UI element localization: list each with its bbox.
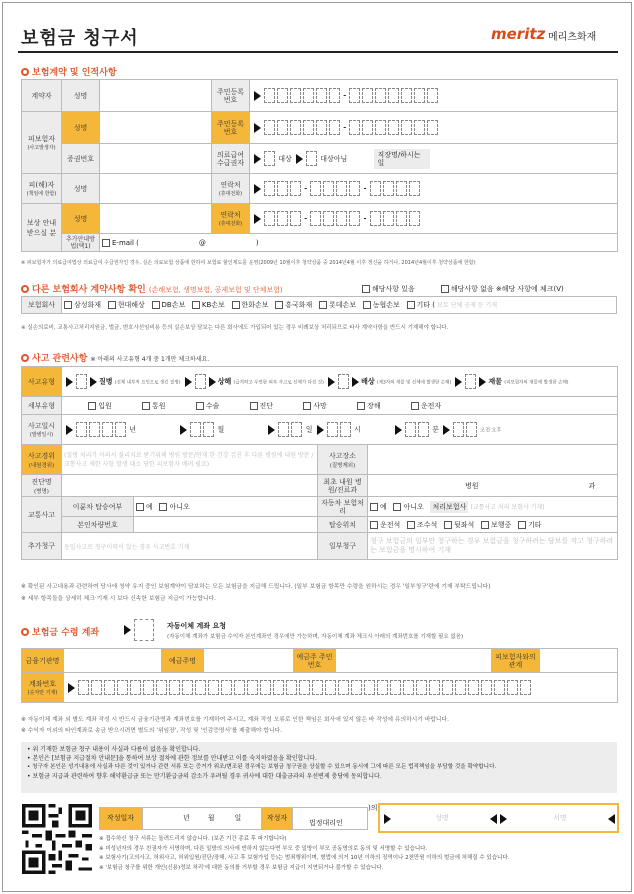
boarding-no[interactable]	[159, 503, 167, 511]
boarding-yes-label: 예	[146, 502, 153, 511]
label-desc	[22, 445, 62, 475]
label-traffic: 교통사고	[22, 497, 62, 533]
guardian-phone-field[interactable]: - -	[250, 174, 618, 204]
seat-1-label: 조수석	[416, 520, 438, 529]
email-at: @	[198, 238, 206, 247]
req-placeholder: 동일사고로 청구이력이 있는 경우 사고번호 기재	[64, 543, 190, 551]
detail-6-label: 운전자	[420, 401, 442, 410]
veh-yes-label: 예	[380, 502, 387, 511]
label-req: 추가청구	[22, 533, 62, 560]
arrow-icon	[352, 377, 359, 387]
name-placeholder: 성명	[435, 814, 449, 822]
desc-field[interactable]	[62, 445, 318, 475]
company-list	[62, 297, 617, 314]
detail-5[interactable]	[357, 402, 381, 410]
footer-line-1: ※ 미성년자의 경우 친권자가 서명하며, 다른 일방의 의사에 반하지 않는다면 부모 중 일방이 부모 공동명의로 동의 및 서명할 수 있습니다.	[99, 845, 428, 852]
notice-line-2: • 청구자 본인은 성기내용에 사실과 다른 것이 있거나 관련 서류 또는 증거가 위조/변조된 경우에는 보험금 청구권을 상실할 수 있으며 동시에 그에 따른 모든 법적책임을 부담할 것을 확약합니다.	[27, 764, 497, 770]
hour-label: 시	[353, 425, 361, 434]
auto-transfer[interactable]	[122, 619, 155, 641]
company-6[interactable]	[319, 301, 356, 309]
acct-field[interactable]	[64, 673, 618, 703]
label-name: 성명	[62, 80, 100, 112]
arrow-icon	[90, 377, 97, 387]
no-label: 해당사항 없음	[450, 285, 494, 293]
detail-field	[62, 397, 618, 415]
company-6-label: 롯데손보	[329, 301, 357, 309]
holder-rrn-field[interactable]	[336, 649, 492, 673]
label-guardian-text: 피(해)자	[28, 181, 55, 189]
label-seat: 탑승위치	[318, 517, 368, 533]
writer-field[interactable]	[292, 807, 368, 830]
label-place-sub: (질병제외)	[329, 462, 356, 469]
month-label: 월	[217, 425, 225, 434]
veh-no-label: 아니오	[403, 502, 424, 511]
circle-icon	[21, 354, 29, 362]
label-company: 보험회사	[22, 297, 62, 314]
target-box[interactable]	[264, 151, 275, 166]
section3-table	[21, 366, 618, 560]
section2-title	[21, 282, 283, 295]
label-rrn: 주민등록번호	[212, 80, 250, 112]
label-policyholder: 계약자	[22, 80, 62, 112]
seat-0[interactable]	[370, 521, 400, 529]
arrow-icon	[254, 184, 261, 194]
guardian-name-field[interactable]	[100, 174, 212, 204]
type-field[interactable]	[62, 367, 618, 397]
label-place	[318, 445, 368, 475]
label-notify-text: 보상 안내	[26, 218, 57, 227]
label-acct-text: 계좌번호	[28, 680, 57, 688]
nontarget-label: 대상아님	[320, 154, 348, 163]
section2-table	[21, 296, 617, 314]
section4-note2: ※ 수익자 이외의 타인계좌로 송금 받으시려면 별도의 '위임장', 작성 및 '인감증명서'를 제출해야 합니다.	[21, 728, 283, 734]
bank-field[interactable]	[64, 649, 162, 673]
seat-3[interactable]	[481, 521, 511, 529]
label-type: 사고유형	[22, 367, 62, 397]
legal-rep-label: 법정대리인	[309, 819, 343, 827]
detail-2[interactable]	[196, 402, 220, 410]
footer-line-3: ※ '보험금 청구를 위한 개인(신용)정보 처리'에 대한 동의를 거부할 경우 보험금 지급이 지연되거나 불가할 수 있습니다.	[99, 864, 384, 871]
label-contact-sub: (휴대전화)	[218, 191, 243, 197]
nontarget-box[interactable]	[306, 151, 317, 166]
section4-title-text: 보험금 수령 계좌	[32, 628, 100, 638]
label-notify-contact	[212, 204, 250, 234]
section1-title	[21, 65, 117, 78]
company-5[interactable]	[275, 301, 312, 309]
loss-box[interactable]	[465, 374, 476, 389]
place-field[interactable]	[368, 445, 618, 475]
confirmation-notice	[21, 742, 617, 793]
detail-1[interactable]	[142, 402, 166, 410]
section2-sub: (손해보험, 생명보험, 공제보험 및 단체보험)	[148, 286, 283, 294]
label-ins: 처리보험사	[432, 502, 467, 511]
seat-2-label: 뒷좌석	[453, 520, 475, 529]
label-acct-sub: (숫자만 기재)	[27, 690, 58, 696]
label-holder: 예금주명	[162, 649, 204, 673]
company-3[interactable]	[192, 301, 225, 309]
label-method: 추가안내방법(택1)	[62, 234, 100, 252]
email-label: E-mail (	[112, 238, 139, 247]
rel-field[interactable]	[540, 649, 618, 673]
detail-3[interactable]	[250, 402, 274, 410]
label-bank: 금융기관명	[22, 649, 64, 673]
label-place-text: 사고장소	[328, 451, 357, 460]
req-field[interactable]	[62, 533, 318, 560]
company-5-label: 흥국화재	[285, 301, 313, 309]
section4-table	[21, 648, 618, 703]
auto-transfer-label: 자동이체 계좌 요청	[167, 622, 226, 630]
veh-no[interactable]	[393, 503, 401, 511]
arrow-icon	[68, 683, 75, 693]
arrow-icon	[254, 214, 261, 224]
label-insured-text: 피보험자	[27, 135, 56, 143]
section1-table	[21, 79, 618, 252]
select-note: ※해당 사항에 체크(V)	[495, 285, 564, 293]
med-field[interactable]	[250, 144, 618, 174]
section3-sub-note: ※ 아래의 사고유형 4개 중 1개만 체크하세요.	[90, 356, 210, 363]
date-written-field[interactable]	[142, 807, 262, 830]
email-field[interactable]	[100, 234, 618, 252]
arrow-icon	[296, 154, 303, 164]
ins-placeholder: (교통사고 처리 보험사 기재)	[470, 503, 545, 511]
sign-day: 일	[234, 814, 242, 822]
label-date-sub: (발병일시)	[29, 432, 54, 438]
company-4-label: 한화손보	[241, 301, 269, 309]
circle-icon	[21, 68, 29, 76]
brand-subname: 메리츠화재	[548, 32, 597, 43]
label-med: 의료급여수급권자	[212, 144, 250, 174]
arrow-icon	[185, 377, 192, 387]
plate-field[interactable]	[134, 517, 318, 533]
notify-phone-field[interactable]: - -	[250, 204, 618, 234]
circle-icon	[21, 628, 29, 636]
label-partial: 일부청구	[318, 533, 368, 560]
label-desc-sub: (내원경위)	[28, 462, 55, 469]
brand-logo: meritz	[491, 25, 546, 43]
notice-line-3: • 보험금 지급과 관련하여 향후 해약환급금 또는 만기환급금의 감소가 우려될 경우 귀사에 대한 대출금과의 우선변제 충당에 동의합니다.	[27, 773, 382, 780]
label-date-written: 작성일자	[99, 807, 142, 830]
notify-name-field[interactable]	[100, 204, 212, 234]
email-checkbox[interactable]	[102, 239, 110, 247]
footer-line-2: ※ 보험사기(고의사고, 허위사고, 허위입원/진단/장해, 사고 후 보험가입 등)는 범죄행위이며, 형법에 의거 10년 이하의 징역이나 2천만원 이하의 벌금에 처해질 수 있습니다.	[99, 855, 510, 861]
label-job: 직장명/하시는 일	[374, 149, 430, 169]
email-close: )	[255, 238, 259, 247]
detail-5-label: 장해	[367, 401, 381, 410]
label-writer: 작성자	[262, 807, 292, 830]
section3-title-text: 사고 관련사항	[32, 354, 88, 364]
boarding-field	[134, 497, 318, 517]
section3-title	[21, 351, 209, 364]
property-note: (제3자의 재물 및 신체에 발생한 손해)	[376, 380, 452, 386]
label-guardian-sub: (책임에 한함)	[26, 191, 57, 197]
detail-1-label: 통원	[152, 401, 166, 410]
label-diag-text: 진단명	[31, 477, 52, 486]
label-notify-contact-text: 연락처	[220, 211, 241, 219]
loss-label: 재물	[488, 377, 503, 386]
day-label: 일	[305, 425, 313, 434]
desc-placeholder: (질병 처리가 아파서 불리치료 받기위해 병원 방문/현재 한 건강 검진 후 다른 병원에 내원 방문 / 교통사고 제한 사항 발생 대소 당한 피보험자 배려 필요)	[64, 451, 314, 468]
label-insured-name: 성명	[62, 112, 100, 144]
diag-field[interactable]	[62, 475, 318, 497]
label-notify	[22, 204, 62, 252]
company-0[interactable]	[64, 301, 101, 309]
label-notify-sub: 받으실 분	[26, 228, 57, 237]
partial-placeholder: 청구 보험금의 일부만 청구하는 경우 보험금을 청구하려는 담보를 적고 청구하려는 보험금을 명시하여 기재	[370, 537, 614, 554]
label-date-text: 사고일시	[27, 422, 56, 430]
label-hosp: 최초 내원 병원/진료과	[318, 475, 368, 497]
property-label: 배상	[361, 377, 375, 386]
footer-line-0: ※ 접수하신 청구 서류는 돌려드리지 않습니다. (보존 기간 종료 후 파기합니다)	[99, 836, 287, 842]
footer-notes	[99, 835, 509, 873]
label-rel: 피보험자와의 관계	[492, 649, 540, 673]
detail-4[interactable]	[303, 402, 327, 410]
veh-yes[interactable]	[370, 503, 378, 511]
company-4[interactable]	[232, 301, 269, 309]
property-box[interactable]	[338, 374, 349, 389]
circle-icon	[21, 285, 29, 293]
section4-note1: ※ 자동이체 계좌 외 별도 계좌 작성 시 반드시 금융기관명과 계좌번호를 기재하여 주시고, 계좌 작성 오류로 인한 책임은 회사에 있지 않은 바 작성에 유의하시기 바랍니다.	[21, 717, 449, 723]
qr-code-icon	[22, 804, 92, 874]
detail-3-label: 진단	[259, 401, 274, 410]
insured-name-field[interactable]	[100, 112, 212, 144]
arrow-icon	[209, 377, 216, 387]
sign-year: 년	[183, 814, 190, 822]
sign-month: 월	[207, 814, 215, 822]
section1-title-text: 보험계약 및 인적사항	[32, 68, 117, 78]
holder-field[interactable]	[204, 649, 294, 673]
sign-paren: )의	[368, 804, 378, 812]
auto-transfer-box[interactable]	[134, 619, 154, 641]
company-3-label: KB손보	[201, 301, 225, 309]
notice-line-0: • 위 기재한 보험금 청구 내용이 사실과 다름이 없음을 확인합니다.	[27, 746, 201, 753]
company-0-label: 삼성화재	[74, 301, 102, 309]
section3-note1: ※ 확인된 사고내용과 관련하여 당사에 청약 유지 중인 보험계약이 담보하는 모든 보험금을 지급해 드립니다. (일부 보험금 항목만 수령을 원하시는 경우 '일부청구'란에 기재 부탁드립니다)	[21, 584, 491, 590]
company-1-label: 현대해상	[117, 301, 145, 309]
boarding-yes[interactable]	[136, 503, 144, 511]
yes-checkbox[interactable]	[362, 285, 370, 293]
seat-1[interactable]	[407, 521, 437, 529]
arrow-icon	[328, 377, 335, 387]
label-insured-sub: (사고발생자)	[27, 145, 56, 151]
arrow-icon	[455, 377, 462, 387]
section4-title	[21, 625, 99, 638]
detail-6[interactable]	[411, 402, 441, 410]
arrow-icon	[124, 625, 131, 635]
label-guardian-name: 성명	[62, 174, 100, 204]
label-boarding: 이륜차 탑승여부	[62, 497, 134, 517]
company-2[interactable]	[152, 301, 186, 309]
policyholder-rrn-field[interactable]: -	[250, 80, 618, 112]
arrow-icon	[384, 814, 391, 824]
label-contact	[212, 174, 250, 204]
detail-0[interactable]	[88, 402, 112, 410]
seat-0-label: 운전석	[380, 520, 401, 529]
loss-note: (피보험자의 재물에 발생한 손해)	[504, 380, 569, 386]
label-notify-contact-sub: (휴대전화)	[218, 221, 243, 227]
detail-2-label: 수술	[205, 401, 220, 410]
doc-title: 보험금 청구서	[21, 28, 139, 49]
section1-note: ※ 피보험자가 의료급여법상 의료급여 수급권자인 경우, 실손 의료보험 상품에 한하여 보험료 할인제도를 운영(2009년 10월이후 청약상품 중 2014년4월 이후 갱신을 하거나, 2014년4월이후 청약상품에 한함)	[21, 260, 476, 266]
seat-3-label: 보행중	[490, 520, 512, 529]
auto-transfer-note: (자동이체 계좌가 보험금 수익자 본인계좌인 경우에만 가능하며, 자동이체 계좌 체크시 아래의 계좌번호를 기재할 필요 없음)	[167, 634, 464, 640]
cert-field[interactable]	[100, 144, 212, 174]
label-desc-text: 사고경위	[27, 451, 56, 460]
disease-note: (신체 내부적 요인으로 생긴 질병)	[114, 380, 181, 386]
dept-unit: 과	[588, 481, 596, 490]
label-insured	[22, 112, 62, 174]
injury-note: (급격하고 우연한 외부 사고로 신체가 다친 것)	[233, 380, 324, 386]
label-cert: 증권번호	[62, 144, 100, 174]
signature-box[interactable]	[378, 803, 619, 833]
arrow-icon	[254, 154, 261, 164]
arrow-left-icon	[490, 814, 497, 824]
detail-4-label: 사망	[313, 401, 327, 410]
section2-note: ※ 실손의료비, 교통사고처리지원금, 벌금, 변호사선임비용 등의 실손보상 담보는 다른 회사에도 가입되어 있는 경우 비례보상 처리되므로 타사 계약사항을 반드시 기재해야 합니다.	[21, 325, 449, 331]
ampm-label: 오전 오후	[480, 427, 502, 434]
arrow-icon	[254, 91, 261, 101]
label-guardian	[22, 174, 62, 204]
label-diag	[22, 475, 62, 497]
insured-rrn-field[interactable]: -	[250, 112, 618, 144]
date-field[interactable]	[62, 415, 618, 445]
partial-field[interactable]	[368, 533, 618, 560]
company-2-label: DB손보	[161, 301, 186, 309]
company-7-label: 농협손보	[372, 301, 400, 309]
sign-placeholder: 서명	[553, 814, 567, 822]
year-label: 년	[129, 425, 136, 434]
label-contact-text: 연락처	[220, 181, 241, 189]
section3-note2: ※ 세부 항목들을 상세히 체크·기재 시 보다 신속한 보험금 지급이 가능합니다.	[21, 596, 216, 602]
seat-4[interactable]	[518, 521, 542, 529]
minute-label: 분	[432, 425, 439, 434]
arrow-icon	[66, 377, 73, 387]
label-veh: 자동차 보험처리	[318, 497, 368, 517]
arrow-icon	[254, 123, 261, 133]
yes-label: 해당사항 있음	[372, 285, 415, 293]
company-etc-placeholder: 보토 단체 공제 등 기재	[437, 302, 498, 309]
disease-label: 질병	[99, 377, 113, 386]
seat-2[interactable]	[444, 521, 474, 529]
label-plate: 본인차량번호	[62, 517, 134, 533]
notice-line-1: • 본인은 [보험금 지급절차 안내문]을 통하여 보상 절차에 관한 정보를 안내받고 이를 숙지하였음을 확인합니다.	[27, 755, 317, 762]
label-detail: 세부유형	[22, 397, 62, 415]
detail-0-label: 입원	[98, 401, 112, 410]
label-holder-rrn: 예금주 주민번호	[294, 649, 336, 673]
arrow-icon	[479, 377, 486, 387]
company-7[interactable]	[363, 301, 400, 309]
target-label: 대상	[278, 154, 292, 163]
section2-title-text: 다른 보험회사 계약사항 확인	[32, 285, 146, 295]
claim-form	[2, 2, 632, 892]
label-diag-sub: (병명)	[34, 488, 49, 495]
label-date	[22, 415, 62, 445]
arrow-left-icon	[608, 814, 615, 824]
seat-field	[368, 517, 618, 533]
title-divider	[18, 51, 618, 53]
hosp-unit: 병원	[465, 481, 479, 490]
label-notify-name: 성명	[62, 204, 100, 234]
disease-box[interactable]	[76, 374, 87, 389]
injury-label: 상해	[217, 377, 232, 386]
injury-box[interactable]	[195, 374, 206, 389]
veh-field	[368, 497, 618, 517]
no-checkbox[interactable]	[441, 285, 449, 293]
policyholder-name-field[interactable]	[100, 80, 212, 112]
company-8[interactable]	[407, 301, 435, 309]
boarding-no-label: 아니오	[169, 502, 190, 511]
company-8-label: 기타 (	[416, 301, 435, 309]
seat-4-label: 기타	[527, 520, 542, 529]
company-1[interactable]	[108, 301, 145, 309]
label-acct	[22, 673, 64, 703]
hosp-field[interactable]	[368, 475, 618, 497]
section2-options	[362, 284, 564, 294]
label-insured-rrn: 주민등록번호	[212, 112, 250, 144]
arrow-icon	[500, 814, 507, 824]
